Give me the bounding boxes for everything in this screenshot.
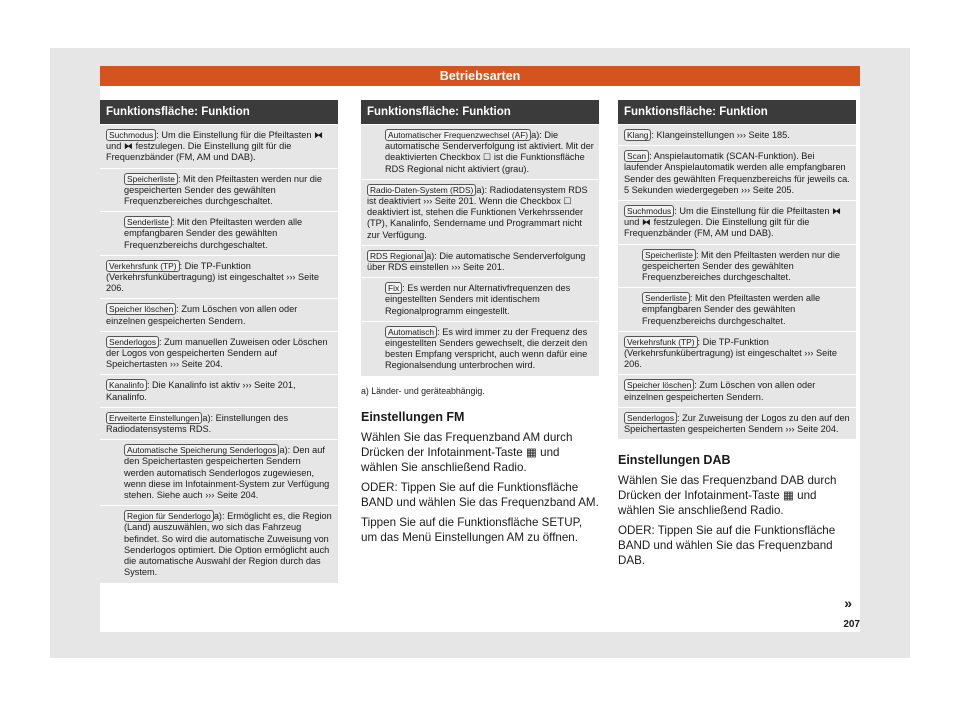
table-row <box>361 277 599 321</box>
section-banner: Betriebsarten <box>100 66 860 86</box>
table-row <box>361 245 599 277</box>
row-text: : Klangeinstellungen ››› Seite 185. <box>651 130 790 140</box>
table-row <box>361 124 599 179</box>
table-row <box>618 407 856 439</box>
function-key: Senderlogos <box>624 412 677 424</box>
table-row <box>618 200 856 244</box>
table-row <box>100 407 338 439</box>
row-text: a): Den auf den Speichertasten gespeicherten Sendern werden automatisch Senderlogos zugewiesen, wenn diese im Infotainment-System zur Verfügung stehen. Siehe auch ››› Seite 204. <box>124 445 330 501</box>
function-key: Verkehrsfunk (TP) <box>624 336 698 348</box>
row-text: a): Ermöglicht es, die Region (Land) auszuwählen, wo sich das Fahrzeug befindet. So wird die automatische Zuweisung von Senderlogos optimiert. Die Option ermöglicht auch die automatische Auswahl der Region durch das System. <box>124 511 332 578</box>
table-header: Funktionsfläche: Funktion <box>361 100 599 124</box>
paragraph: ODER: Tippen Sie auf die Funktionsfläche BAND und wählen Sie das Frequenzband AM. <box>361 480 599 509</box>
function-key: Automatisch <box>385 326 437 338</box>
table-row <box>100 211 338 255</box>
function-key: Fix <box>385 282 402 294</box>
function-key: Kanalinfo <box>106 379 147 391</box>
section-heading: Einstellungen FM <box>361 409 465 424</box>
row-text: : Die Kanalinfo ist aktiv ››› Seite 201, Kanalinfo. <box>106 380 296 402</box>
table-column-1 <box>100 100 338 583</box>
function-key: Automatische Speicherung Senderlogos <box>124 444 279 456</box>
fm-section <box>361 410 599 545</box>
row-text: a): Die automatische Senderverfolgung über RDS einstellen ››› Seite 201. <box>367 250 586 273</box>
function-key: Region für Senderlogo <box>124 510 214 522</box>
function-key: Senderliste <box>124 216 172 228</box>
table-row <box>100 124 338 168</box>
paragraph: Wählen Sie das Frequenzband DAB durch Drücken der Infotainment-Taste ▦ und wählen Sie anschließend Radio. <box>618 474 837 518</box>
row-text: : Mit den Pfeiltasten werden alle empfangbaren Sender des gewählten Frequenzbereichs durchgeschaltet. <box>642 293 821 326</box>
table-row <box>618 145 856 200</box>
row-text: : Die TP-Funktion (Verkehrsfunkübertragung) ist eingeschaltet ››› Seite 206. <box>624 336 837 370</box>
row-text: : Um die Einstellung für die Pfeiltasten ⧓ und ⧓ festzulegen. Die Einstellung gilt für die Frequenzbänder (FM, AM und DAB). <box>106 130 324 163</box>
row-text: a): Radiodatensystem RDS ist deaktiviert ››› Seite 201. Wenn die Checkbox ☐ deaktiviert ist, stehen die Funktionen Verkehrssender (TP), Kanalinfo, Sendername und Programmart nicht zur Verfügung. <box>367 184 588 240</box>
table-row <box>618 124 856 145</box>
function-key: Scan <box>624 150 649 162</box>
function-key: Speicher löschen <box>106 303 176 315</box>
paragraph: Wählen Sie das Frequenzband AM durch Drücken der Infotainment-Taste ▦ und wählen Sie anschließend Radio. <box>361 430 573 474</box>
table-row <box>361 321 599 376</box>
table-header: Funktionsfläche: Funktion <box>100 100 338 124</box>
table-row <box>618 331 856 375</box>
function-key: RDS Regional <box>367 250 426 262</box>
table-row <box>618 287 856 331</box>
section-heading: Einstellungen DAB <box>618 453 731 468</box>
table-row <box>100 331 338 375</box>
row-text: : Mit den Pfeiltasten werden alle empfangbaren Sender des gewählten Frequenzbereichs durchgeschaltet. <box>124 217 303 250</box>
table-row <box>361 179 599 245</box>
function-key: Speicherliste <box>642 249 696 261</box>
function-key: Erweiterte Einstellungen <box>106 412 202 424</box>
dab-section <box>618 453 856 568</box>
row-text: : Es werden nur Alternativfrequenzen des eingestellten Senders mit identischem Regionalprogramm eingestellt. <box>385 283 571 316</box>
function-key: Suchmodus <box>106 129 156 141</box>
function-key: Senderliste <box>642 292 690 304</box>
function-key: Radio-Daten-System (RDS) <box>367 184 476 196</box>
row-text: : Die TP-Funktion (Verkehrsfunkübertragung) ist eingeschaltet ››› Seite 206. <box>106 260 319 294</box>
function-key: Klang <box>624 129 651 141</box>
row-text: : Zum Löschen von allen oder einzelnen gespeicherten Sendern. <box>624 380 816 402</box>
table-row <box>618 244 856 288</box>
row-text: : Zur Zuweisung der Logos zu den auf den Speichertasten gespeicherten Sendern ››› Seite 204. <box>624 412 850 435</box>
table-row <box>100 168 338 212</box>
page-number: 207 <box>843 619 860 630</box>
table-row <box>100 255 338 299</box>
table-row <box>100 374 338 406</box>
function-key: Verkehrsfunk (TP) <box>106 260 180 272</box>
function-key: Suchmodus <box>624 205 674 217</box>
table-row <box>100 298 338 330</box>
function-key: Automatischer Frequenzwechsel (AF) <box>385 129 531 141</box>
paragraph: Tippen Sie auf die Funktionsfläche SETUP, um das Menü Einstellungen AM zu öffnen. <box>361 515 583 544</box>
table-row <box>100 505 338 582</box>
table-row <box>100 439 338 505</box>
row-text: : Es wird immer zu der Frequenz des eingestellten Senders gewechselt, die derzeit den besten Empfang verspricht, auch wenn dafür eine Regionalsendung unterbrochen wird. <box>385 326 588 371</box>
row-text: : Mit den Pfeiltasten werden nur die gespeicherten Sender des gewählten Frequenzbereiches durchgeschaltet. <box>124 173 322 207</box>
paragraph: ODER: Tippen Sie auf die Funktionsfläche BAND und wählen Sie das Frequenzband DAB. <box>618 524 836 568</box>
row-text: : Zum manuellen Zuweisen oder Löschen der Logos von gespeicherten Sendern auf Speichertasten ››› Seite 204. <box>106 336 328 370</box>
footnote: a) Länder- und geräteabhängig. <box>361 385 485 396</box>
table-column-2 <box>361 100 599 550</box>
table-row <box>618 374 856 406</box>
row-text: : Mit den Pfeiltasten werden nur die gespeicherten Sender des gewählten Frequenzbereiches durchgeschaltet. <box>642 249 840 283</box>
row-text: a): Die automatische Senderverfolgung ist aktiviert. Mit der deaktivierten Checkbox ☐ ist die Funktionsfläche RDS Regional nicht aktiviert (grau). <box>385 130 594 174</box>
function-key: Speicher löschen <box>624 379 694 391</box>
function-key: Speicherliste <box>124 173 178 185</box>
row-text: a): Einstellungen des Radiodatensystems RDS. <box>106 412 289 435</box>
table-header: Funktionsfläche: Funktion <box>618 100 856 124</box>
row-text: : Um die Einstellung für die Pfeiltasten ⧓ und ⧓ festzulegen. Die Einstellung gilt für die Frequenzbänder (FM, AM und DAB). <box>624 206 842 239</box>
row-text: : Zum Löschen von allen oder einzelnen gespeicherten Sendern. <box>106 304 298 326</box>
row-text: : Anspielautomatik (SCAN-Funktion). Bei laufender Anspielautomatik werden alle empfangbaren Sender des gewählten Frequenzbereichs für jeweils ca. 5 Sekunden wiedergegeben ››› Seite 205. <box>624 151 850 195</box>
table-column-3 <box>618 100 856 573</box>
function-key: Senderlogos <box>106 336 159 348</box>
continue-mark: » <box>844 595 852 611</box>
